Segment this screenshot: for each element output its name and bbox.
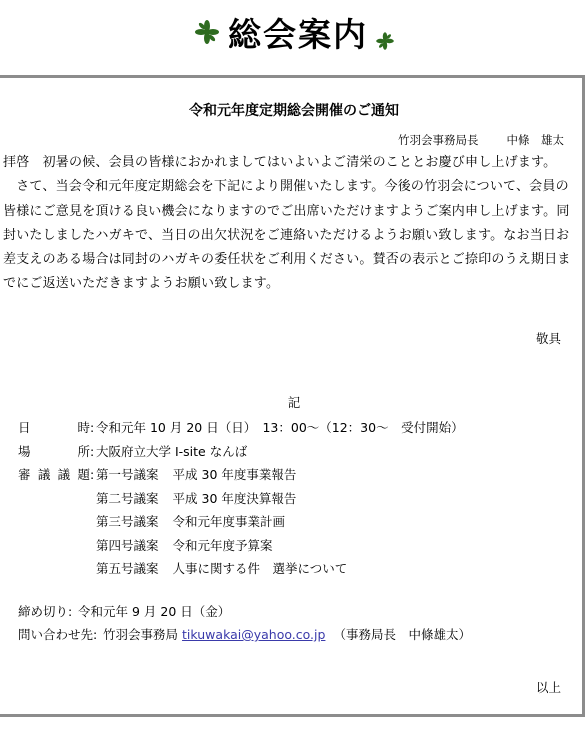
notice-body <box>3 151 575 297</box>
date-label: 日 時 <box>18 420 90 435</box>
title-banner <box>0 0 588 64</box>
contact-email-link[interactable]: tikuwakai@yahoo.co.jp <box>182 627 326 642</box>
ki-heading: 記 <box>287 395 301 410</box>
sender-line <box>398 132 564 148</box>
deadline-value: 令和元年 9 月 20 日（金） <box>78 603 231 619</box>
deadline-label: 締め切り <box>18 603 69 619</box>
date-value: 令和元年 10 月 20 日（日） 13：00～（12：30～ 受付開始） <box>96 420 464 435</box>
contact-row: 問い合わせ先 : 竹羽会事務局 tikuwakai@yahoo.co.jp （事務局長 中條雄太） <box>18 623 471 647</box>
contact-label: 問い合わせ先 <box>18 627 94 642</box>
agenda-item: 第三号議案 令和元年度事業計画 <box>96 514 286 529</box>
leaf-right-icon <box>374 30 396 52</box>
sender-org: 竹羽会事務局長 <box>398 133 479 147</box>
agenda-item: 第一号議案 平成 30 年度事業報告 <box>96 467 297 482</box>
leaf-left-icon <box>192 17 222 47</box>
main-paragraph: さて、当会令和元年度定期総会を下記により開催いたします。今後の竹羽会について、会員の皆様にご意見を頂ける良い機会になりますのでご出席いただけますようご案内申し上げます。同封いたしましたハガキで、当日の出欠状況をご連絡いただけるようお願い致します。なお当日お差支えのある場合は同封のハガキの委任状をご利用ください。賛否の表示とご捺印のうえ期日までにご返送いただきますようお願い致します。 <box>3 179 571 292</box>
contact-person: （事務局長 中條雄太） <box>333 627 471 642</box>
agenda-item: 第五号議案 人事に関する件 選挙について <box>96 561 348 576</box>
contact-office: 竹羽会事務局 <box>103 627 179 642</box>
agenda-item: 第二号議案 平成 30 年度決算報告 <box>96 490 297 506</box>
notice-title: 令和元年度定期総会開催のご通知 <box>189 103 399 119</box>
place-value: 大阪府立大学 I-site なんば <box>96 443 248 459</box>
agenda-item: 第四号議案 令和元年度予算案 <box>96 537 273 553</box>
agenda-label: 審議議題 <box>18 467 90 482</box>
details-list <box>18 416 471 647</box>
deadline-row: 締め切り : 令和元年 9 月 20 日（金） <box>18 600 471 624</box>
place-row: 場 所 : 大阪府立大学 I-site なんば <box>18 440 471 464</box>
greeting-paragraph: 拝啓 初暑の候、会員の皆様におかれましてはいよいよご清栄のこととお慶び申し上げます。 <box>3 155 557 170</box>
sender-name: 中條 雄太 <box>506 133 564 147</box>
closing-keigu: 敬具 <box>535 331 561 346</box>
agenda-row: 審議議題 : 第一号議案 平成 30 年度事業報告 <box>18 463 471 487</box>
end-mark: 以上 <box>535 680 561 695</box>
place-label: 場 所 <box>18 443 90 459</box>
banner-title: 総会案内 <box>228 14 368 54</box>
date-row: 日 時 : 令和元年 10 月 20 日（日） 13：00～（12：30～ 受付開始） <box>18 416 471 440</box>
